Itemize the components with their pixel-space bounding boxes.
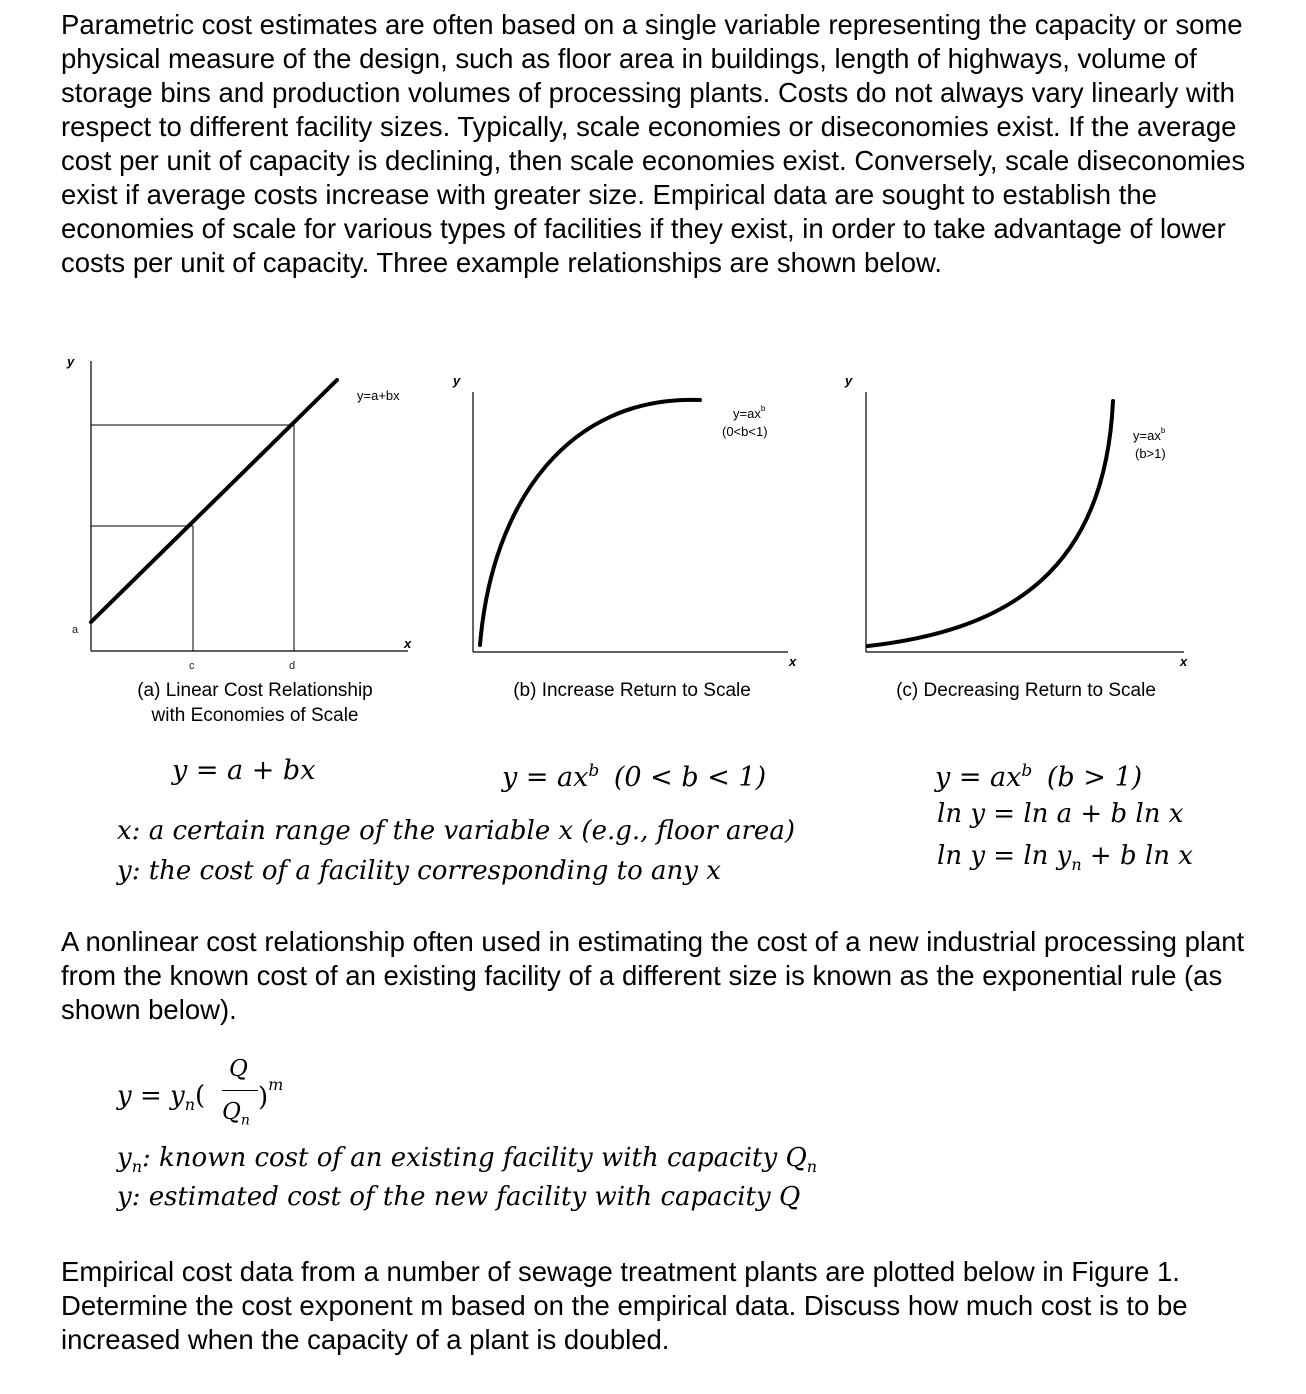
figure-b-curve-label (733, 404, 766, 421)
figure-c-curve-label-base: y=ax (1133, 428, 1161, 443)
equation-power-small (502, 756, 766, 793)
figure-c-curve-label (1133, 426, 1166, 443)
equation-power-small-lhs: y = ax (502, 762, 589, 793)
figure-c-x-label: x (1180, 654, 1188, 669)
definition-x: x: a certain range of the variable x (e.g., floor area) (117, 816, 795, 846)
exp-rule-close-paren: ) (258, 1082, 269, 1113)
figure-a-tick-d: d (289, 660, 296, 672)
figure-c-caption: (c) Decreasing Return to Scale (896, 680, 1156, 701)
exp-rule-def-yn-prefix: y (117, 1143, 132, 1173)
equation-log2 (937, 841, 1193, 880)
equation-power-large-sup: b (1021, 761, 1033, 781)
figure-a-tick-c: c (189, 660, 195, 672)
definition-y: y: the cost of a facility corresponding to any x (117, 856, 721, 886)
figure-c-curve (868, 401, 1113, 646)
figure-a-caption-line1: (a) Linear Cost Relationship (137, 680, 373, 701)
exp-rule-lhs (117, 1081, 205, 1114)
figure-c (844, 373, 1188, 701)
exp-rule-lhs-sub: n (184, 1095, 196, 1115)
figure-b-x-label: x (789, 654, 797, 669)
exp-rule-def-yn (117, 1143, 817, 1182)
equation-power-large-cond: (b > 1) (1046, 762, 1143, 793)
equation-log2-rhs: + b ln x (1081, 841, 1193, 871)
exp-rule-lhs-text: y = y (117, 1081, 185, 1111)
equation-log2-lhs: ln y = ln y (937, 841, 1072, 871)
exp-rule-def-y: y: estimated cost of the new facility with capacity Q (117, 1182, 801, 1212)
figure-b-y-label: y (453, 373, 461, 388)
figure-a (66, 354, 412, 726)
exp-rule-open-paren: ( (195, 1081, 206, 1111)
equation-power-small-cond: (0 < b < 1) (613, 762, 767, 793)
figure-a-caption-line2: with Economies of Scale (151, 705, 359, 726)
exp-rule-fraction-bar (222, 1090, 258, 1091)
intro-paragraph: Parametric cost estimates are often based on a single variable representing the capacity or some physical measure of the design, such as floor area in buildings, length of highways, volume of storage bins and production volumes of processing plants. Costs do not always vary linearly with respect to different facility sizes. Typically, scale economies or diseconomies exist. If the average cost per unit of capacity is declining, then scale economies exist. Conversely, scale diseconomies exist if average costs increase with greater size. Empirical data are sought to establish the economies of scale for various types of facilities if they exist, in order to take advantage of lower costs per unit of capacity. Three example relationships are shown below. (61, 9, 1246, 278)
exp-rule-close (258, 1075, 284, 1113)
exp-rule-exponent: m (268, 1075, 284, 1094)
exp-rule-denominator-sub: n (240, 1112, 250, 1129)
exp-rule-denominator-text: Q (222, 1099, 241, 1125)
figure-c-y-label: y (845, 373, 853, 388)
figure-a-y-label: y (67, 354, 75, 369)
second-paragraph: A nonlinear cost relationship often used in estimating the cost of a new industrial processing plant from the known cost of an existing facility of a different size is known as the exponential rule (as shown below). (61, 926, 1245, 1025)
equation-power-large-lhs: y = ax (935, 762, 1022, 793)
exp-rule-def-yn-text: : known cost of an existing facility with capacity Q (142, 1143, 807, 1173)
figure-a-line (91, 380, 337, 622)
figure-a-intercept-label: a (72, 624, 79, 636)
exp-rule-def-yn-text-sub: n (806, 1157, 818, 1177)
equation-power-small-sup: b (588, 761, 600, 781)
figure-b-curve-label-sup: b (760, 404, 766, 413)
figure-b (452, 373, 797, 701)
exp-rule-def-yn-sub: n (131, 1157, 143, 1177)
figure-b-curve (480, 400, 700, 645)
figure-a-curve-label: y=a+bx (357, 388, 400, 403)
exp-rule-denominator (222, 1099, 250, 1129)
equation-log2-sub: n (1071, 855, 1082, 875)
third-paragraph: Empirical cost data from a number of sewage treatment plants are plotted below in Figure 1. Determine the cost exponent m based on the empirical data. Discuss how much cost is to be increased when the capacity of a plant is doubled. (61, 1256, 1188, 1355)
figure-b-curve-label-base: y=ax (733, 406, 761, 421)
figure-b-curve-condition: (0<b<1) (722, 424, 768, 439)
figure-c-curve-condition: (b>1) (1135, 446, 1166, 461)
equation-power-large (935, 756, 1142, 793)
equation-log1: ln y = ln a + b ln x (937, 799, 1184, 829)
figure-a-x-label: x (404, 636, 412, 651)
exp-rule-numerator: Q (229, 1056, 248, 1082)
equation-linear: y = a + bx (172, 755, 316, 786)
figure-c-curve-label-sup: b (1160, 426, 1166, 435)
figure-b-caption: (b) Increase Return to Scale (513, 680, 751, 701)
